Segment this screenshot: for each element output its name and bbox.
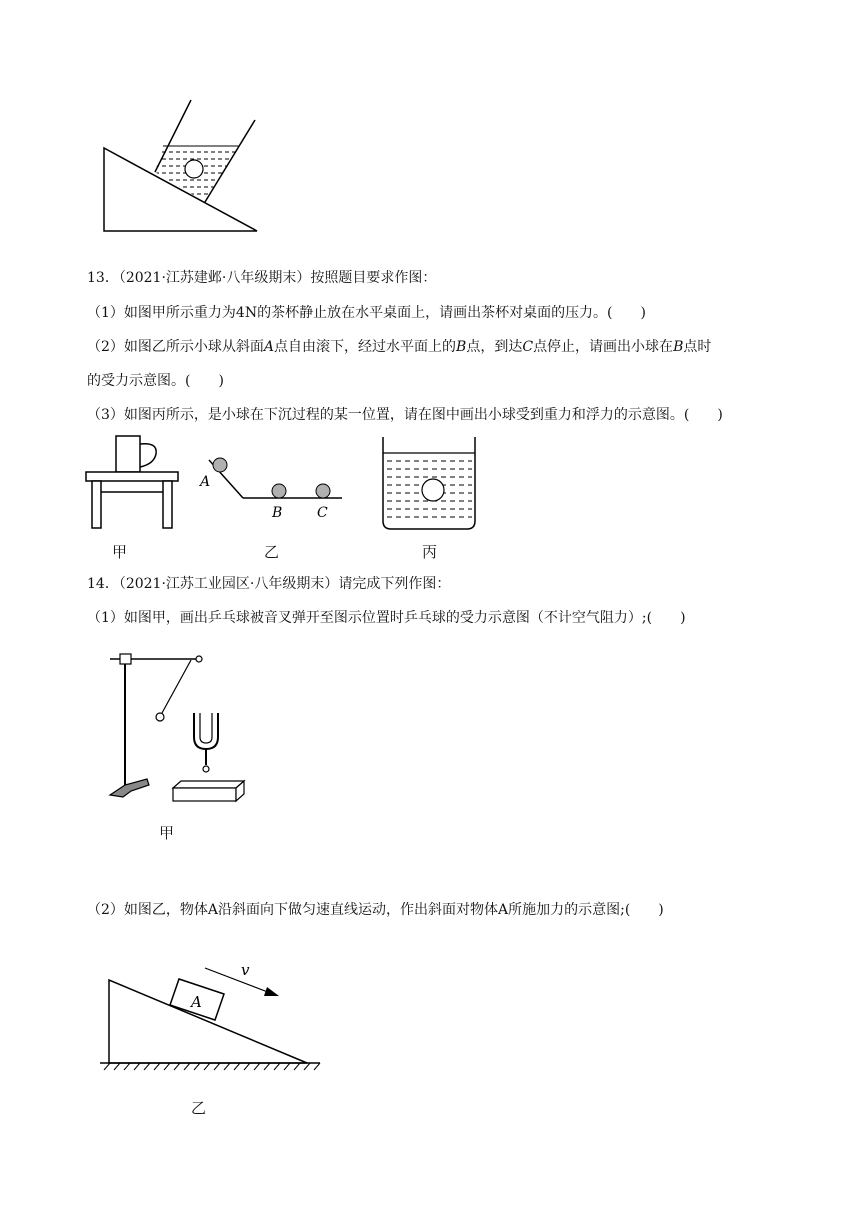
label-b: B	[272, 505, 283, 521]
ball-incline-figure	[195, 450, 350, 525]
incline-cup-figure	[95, 95, 265, 235]
label-v: v	[241, 961, 250, 979]
q13-part1: （1）如图甲所示重力为4N的茶杯静止放在水平桌面上，请画出茶杯对桌面的压力。( )	[87, 305, 646, 321]
beaker-ball-figure	[375, 435, 490, 535]
caption-fig14-jia: 甲	[159, 824, 175, 842]
q14-part1: （1）如图甲，画出乒乓球被音叉弹开至图示位置时乒乓球的受力示意图（不计空气阻力）;( )	[87, 610, 686, 626]
block-incline-figure	[95, 958, 330, 1083]
caption-fig14-yi: 乙	[191, 1099, 207, 1117]
label-a: A	[200, 474, 211, 490]
q13-part3: （3）如图丙所示，是小球在下沉过程的某一位置，请在图中画出小球受到重力和浮力的示意图。( )	[87, 407, 723, 423]
tuning-fork-figure	[105, 645, 255, 815]
q14-header: 14．（2021·江苏工业园区·八年级期末）请完成下列作图：	[87, 576, 451, 592]
cup-on-table-figure	[80, 432, 190, 532]
label-block-a: A	[191, 993, 202, 1011]
q13-part2-line1: （2）如图乙所示小球从斜面A点自由滚下，经过水平面上的B点，到达C点停止，请画出小球在B点时	[87, 339, 712, 355]
caption-bing: 丙	[422, 543, 438, 561]
q13-part2-line2: 的受力示意图。( )	[87, 373, 224, 389]
q14-part2: （2）如图乙，物体A沿斜面向下做匀速直线运动，作出斜面对物体A所施加力的示意图;( )	[87, 902, 664, 918]
caption-yi: 乙	[264, 543, 280, 561]
q13-header: 13．（2021·江苏建邺·八年级期末）按照题目要求作图：	[87, 270, 437, 286]
caption-jia: 甲	[112, 543, 128, 561]
label-c: C	[317, 505, 328, 521]
